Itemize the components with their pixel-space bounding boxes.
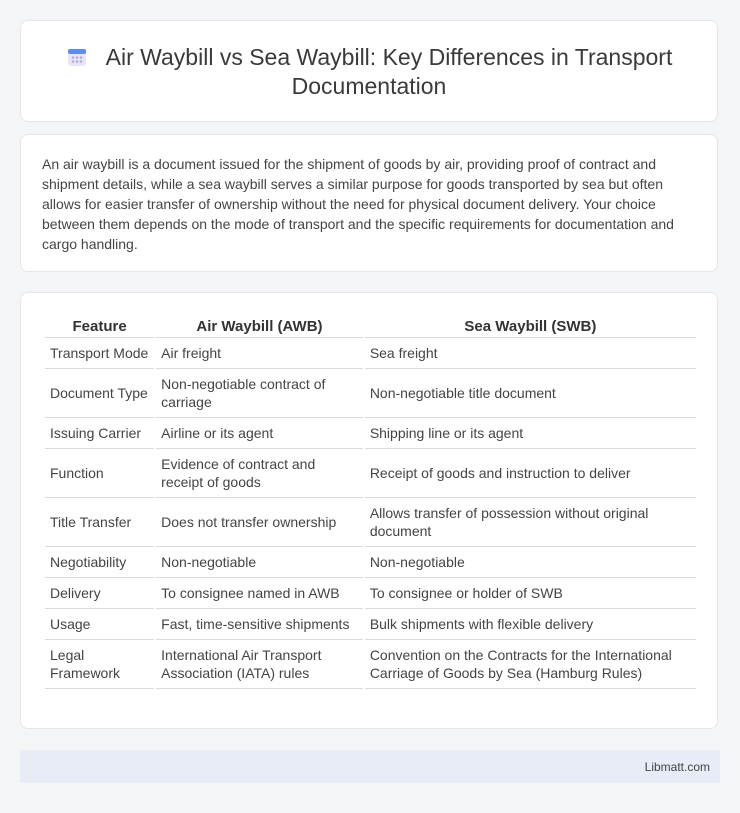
awb-cell: Fast, time-sensitive shipments <box>156 609 363 640</box>
table-row <box>45 338 696 369</box>
awb-cell: Non-negotiable <box>156 547 363 578</box>
table-row <box>45 418 696 449</box>
awb-cell: Non-negotiable contract of carriage <box>156 369 363 418</box>
swb-cell: Receipt of goods and instruction to deliver <box>365 449 696 498</box>
footer <box>20 750 720 783</box>
comparison-table <box>43 311 698 689</box>
swb-cell: Allows transfer of possession without original document <box>365 498 696 547</box>
table-header-row <box>45 311 696 338</box>
swb-cell: To consignee or holder of SWB <box>365 578 696 609</box>
awb-cell: Evidence of contract and receipt of goods <box>156 449 363 498</box>
feature-cell: Title Transfer <box>45 498 154 547</box>
header-air-waybill: Air Waybill (AWB) <box>156 311 363 338</box>
feature-cell: Transport Mode <box>45 338 154 369</box>
feature-cell: Delivery <box>45 578 154 609</box>
swb-cell: Non-negotiable title document <box>365 369 696 418</box>
table-row <box>45 498 696 547</box>
swb-cell: Shipping line or its agent <box>365 418 696 449</box>
title-card <box>20 20 718 122</box>
table-row <box>45 640 696 689</box>
table-row <box>45 449 696 498</box>
table-row <box>45 609 696 640</box>
page-title <box>51 43 687 101</box>
awb-cell: Air freight <box>156 338 363 369</box>
table-row <box>45 578 696 609</box>
header-feature: Feature <box>45 311 154 338</box>
feature-cell: Function <box>45 449 154 498</box>
summary-paragraph: An air waybill is a document issued for the shipment of goods by air, providing proof of contract and shipment details, while a sea waybill serves a similar purpose for goods transported by sea but often allows for easier transfer of ownership without the need for physical document delivery. Your choice between them depends on the mode of transport and the specific requirements for documentation and cargo handling. <box>42 156 674 252</box>
summary-card <box>20 134 718 272</box>
feature-cell: Issuing Carrier <box>45 418 154 449</box>
table-row <box>45 369 696 418</box>
feature-cell: Usage <box>45 609 154 640</box>
footer-brand-link[interactable]: Libmatt.com <box>644 760 710 774</box>
awb-cell: To consignee named in AWB <box>156 578 363 609</box>
swb-cell: Bulk shipments with flexible delivery <box>365 609 696 640</box>
header-sea-waybill: Sea Waybill (SWB) <box>365 311 696 338</box>
awb-cell: Airline or its agent <box>156 418 363 449</box>
comparison-card <box>20 292 718 729</box>
awb-cell: International Air Transport Association (IATA) rules <box>156 640 363 689</box>
swb-cell: Sea freight <box>365 338 696 369</box>
swb-cell: Non-negotiable <box>365 547 696 578</box>
feature-cell: Document Type <box>45 369 154 418</box>
feature-cell: Negotiability <box>45 547 154 578</box>
swb-cell: Convention on the Contracts for the International Carriage of Goods by Sea (Hamburg Rules) <box>365 640 696 689</box>
feature-cell: Legal Framework <box>45 640 154 689</box>
calendar-icon <box>66 46 88 68</box>
page-title-text: Air Waybill vs Sea Waybill: Key Differences in Transport Documentation <box>105 44 673 99</box>
table-row <box>45 547 696 578</box>
awb-cell: Does not transfer ownership <box>156 498 363 547</box>
